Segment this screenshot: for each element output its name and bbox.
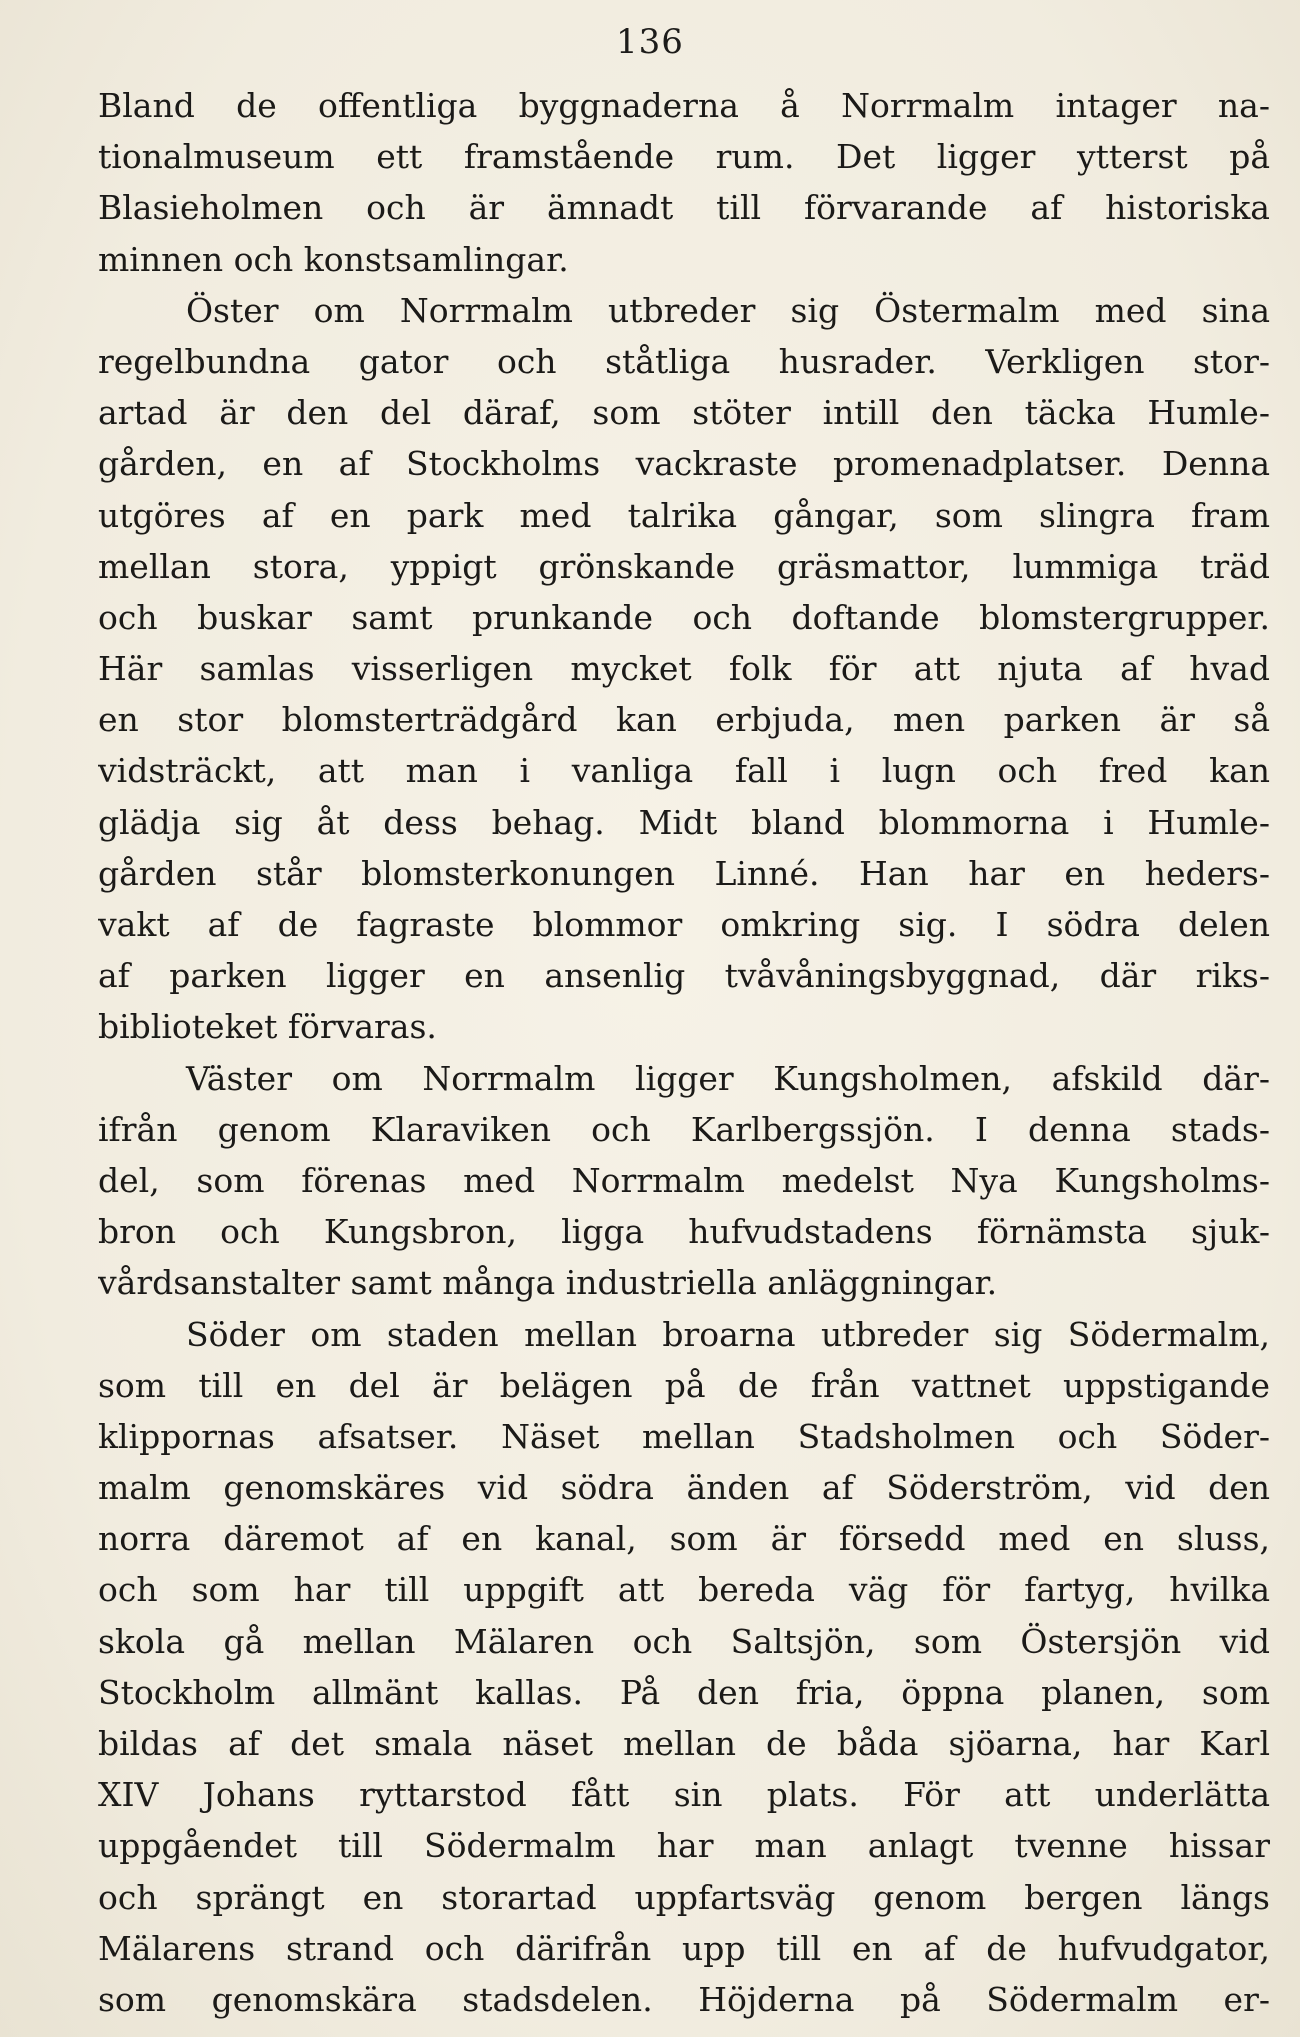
text-line: gården, en af Stockholms vackraste promenadplatser. Denna <box>98 444 1270 484</box>
text-line: Blasieholmen och är ämnadt till förvarande af historiska <box>98 188 1270 228</box>
text-line: som genomskära stadsdelen. Höjderna på Södermalm er- <box>98 1979 1270 2019</box>
text-line: regelbundna gator och ståtliga husrader. Verkligen stor- <box>98 341 1270 381</box>
text-line: Öster om Norrmalm utbreder sig Östermalm med sina <box>186 290 1270 330</box>
text-line: bildas af det smala näset mellan de båda sjöarna, har Karl <box>98 1724 1270 1763</box>
page-number: 136 <box>616 22 684 62</box>
text-line: klippornas afsatser. Näset mellan Stadsholmen och Söder- <box>98 1416 1270 1456</box>
text-line: tionalmuseum ett framstående rum. Det ligger ytterst på <box>98 137 1270 177</box>
text-line: gården står blomsterkonungen Linné. Han har en heders- <box>98 853 1270 893</box>
text-line: utgöres af en park med talrika gångar, som slingra fram <box>98 495 1270 535</box>
text-line: uppgåendet till Södermalm har man anlagt tvenne hissar <box>98 1826 1270 1866</box>
text-line: artad är den del däraf, som stöter intill den täcka Humle- <box>98 393 1270 433</box>
text-line: vakt af de fagraste blommor omkring sig. I södra delen <box>98 905 1270 944</box>
body-text <box>98 80 1270 2025</box>
text-line: Bland de offentliga byggnaderna å Norrmalm intager na- <box>98 86 1270 125</box>
text-line: ifrån genom Klaraviken och Karlbergssjön. I denna stads- <box>98 1109 1270 1149</box>
text-line: vidsträckt, att man i vanliga fall i lugn och fred kan <box>98 751 1270 791</box>
text-line: bron och Kungsbron, ligga hufvudstadens förnämsta sjuk- <box>98 1212 1270 1252</box>
text-line: biblioteket förvaras. <box>98 1007 437 1047</box>
paragraph-3 <box>98 1053 1270 1309</box>
text-line: en stor blomsterträdgård kan erbjuda, men parken är så <box>98 700 1270 740</box>
text-line: och buskar samt prunkande och doftande blomstergrupper. <box>98 597 1270 637</box>
text-line: Stockholm allmänt kallas. På den fria, öppna planen, som <box>98 1672 1270 1712</box>
text-line: och sprängt en storartad uppfartsväg genom bergen längs <box>98 1877 1270 1917</box>
text-line: Här samlas visserligen mycket folk för att njuta af hvad <box>98 649 1270 689</box>
paragraph-2 <box>98 285 1270 1053</box>
text-line: XIV Johans ryttarstod fått sin plats. För att underlätta <box>98 1775 1270 1815</box>
text-line: Väster om Norrmalm ligger Kungsholmen, afskild där- <box>186 1058 1270 1098</box>
text-line: som till en del är belägen på de från vattnet uppstigande <box>98 1365 1270 1405</box>
paragraph-1 <box>98 80 1270 285</box>
text-line: Söder om staden mellan broarna utbreder sig Södermalm, <box>186 1314 1270 1354</box>
text-line: mellan stora, yppigt grönskande gräsmattor, lummiga träd <box>98 546 1270 586</box>
text-line: vårdsanstalter samt många industriella anläggningar. <box>98 1263 998 1303</box>
text-line: malm genomskäres vid södra änden af Söderström, vid den <box>98 1468 1270 1508</box>
text-line: och som har till uppgift att bereda väg för fartyg, hvilka <box>98 1570 1270 1610</box>
paragraph-4 <box>98 1309 1270 2026</box>
text-line: minnen och konstsamlingar. <box>98 239 569 279</box>
text-line: Mälarens strand och därifrån upp till en af de hufvudgator, <box>98 1928 1270 1968</box>
text-line: glädja sig åt dess behag. Midt bland blommorna i Humle- <box>98 802 1270 842</box>
text-line: norra däremot af en kanal, som är försedd med en sluss, <box>98 1519 1270 1559</box>
text-line: af parken ligger en ansenlig tvåvåningsbyggnad, där riks- <box>98 956 1270 996</box>
text-line: del, som förenas med Norrmalm medelst Nya Kungsholms- <box>98 1160 1270 1200</box>
text-line: skola gå mellan Mälaren och Saltsjön, som Östersjön vid <box>98 1621 1270 1661</box>
